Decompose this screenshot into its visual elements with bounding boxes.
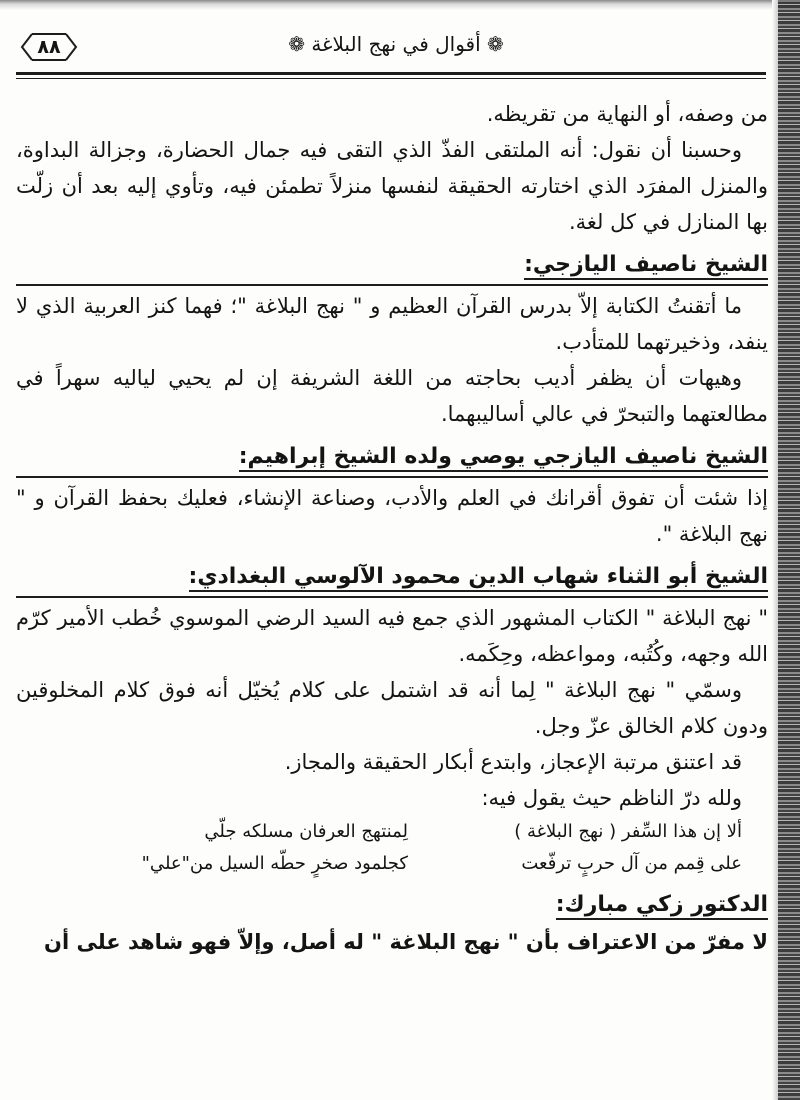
poem-verse: [16, 848, 768, 880]
paragraph: " نهج البلاغة " الكتاب المشهور الذي جمع فيه السيد الرضي الموسوي خُطب الأمير كرّم الله وجهه، وكُتُبه، ومواعظه، وحِكَمه.: [16, 606, 768, 666]
verse-hemistich: كجلمود صخرٍ حطّه السيل من"علي": [141, 853, 408, 874]
section-heading: [16, 246, 768, 284]
paragraph: وسمّي " نهج البلاغة " لِما أنه قد اشتمل على كلام يُخيّل أنه فوق كلام المخلوقين ودون كلام الخالق عزّ وجل.: [16, 678, 768, 738]
section-heading: [16, 558, 768, 596]
poem-verse: [16, 816, 768, 848]
paragraph: لا مفرّ من الاعتراف بأن " نهج البلاغة " له أصل، وإلاّ فهو شاهد على أن: [44, 930, 768, 954]
heading-rule: [16, 284, 768, 286]
paragraph: وحسبنا أن نقول: أنه الملتقى الفذّ الذي التقى فيه جمال الحضارة، وجزالة البداوة، والمنزل المفرَد الذي اختارته الحقيقة لنفسها منزلاً تطمئن فيه، وتأوي إليه بعد أن زلّت بها المنازل في كل لغة.: [16, 138, 768, 234]
section-heading: [16, 886, 768, 924]
verse-hemistich: ألا إن هذا السِّفر ( نهج البلاغة ): [514, 821, 742, 842]
section-heading-text: الشيخ ناصيف اليازجي يوصي ولده الشيخ إبراهيم:: [239, 444, 768, 472]
paragraph: من وصفه، أو النهاية من تقريظه.: [486, 102, 768, 126]
page-number: ٨٨: [37, 36, 61, 58]
heading-rule: [16, 476, 768, 478]
paragraph: قد اعتنق مرتبة الإعجاز، وابتدع أبكار الحقيقة والمجاز.: [284, 750, 742, 774]
header-rule-thin: [16, 78, 766, 79]
section-heading-text: الدكتور زكي مبارك:: [556, 892, 768, 920]
section-heading-text: الشيخ أبو الثناء شهاب الدين محمود الآلوسي البغدادي:: [189, 564, 768, 592]
page-header: [16, 14, 766, 74]
heading-rule: [16, 596, 768, 598]
paragraph: ما أتقنتُ الكتابة إلاّ بدرس القرآن العظيم و " نهج البلاغة "؛ فهما كنز العربية الذي لا ينفد، وذخيرتهما للمتأدب.: [16, 294, 768, 354]
running-title: ❁ أقوال في نهج البلاغة ❁: [288, 32, 504, 56]
paragraph: إذا شئت أن تفوق أقرانك في العلم والأدب، وصناعة الإنشاء، فعليك بحفظ القرآن و " نهج البلاغة ".: [16, 486, 768, 546]
verse-hemistich: على قِمم من آل حربٍ ترفّعت: [521, 853, 742, 874]
header-rule: [16, 72, 766, 75]
book-spine-edge: [778, 0, 800, 1100]
section-heading: [16, 438, 768, 476]
verse-hemistich: لِمنتهج العرفان مسلكه جلّي: [204, 821, 408, 842]
page-number-frame: [18, 32, 80, 62]
paragraph: وهيهات أن يظفر أديب بحاجته من اللغة الشريفة إن لم يحيي لياليه سهراً في مطالعتهما والتبحرّ في عالي أساليبهما.: [16, 366, 768, 426]
scan-top-edge: [0, 0, 800, 10]
page-body: [16, 96, 768, 960]
section-heading-text: الشيخ ناصيف اليازجي:: [524, 252, 768, 280]
paragraph: ولله درّ الناظم حيث يقول فيه:: [481, 786, 742, 810]
